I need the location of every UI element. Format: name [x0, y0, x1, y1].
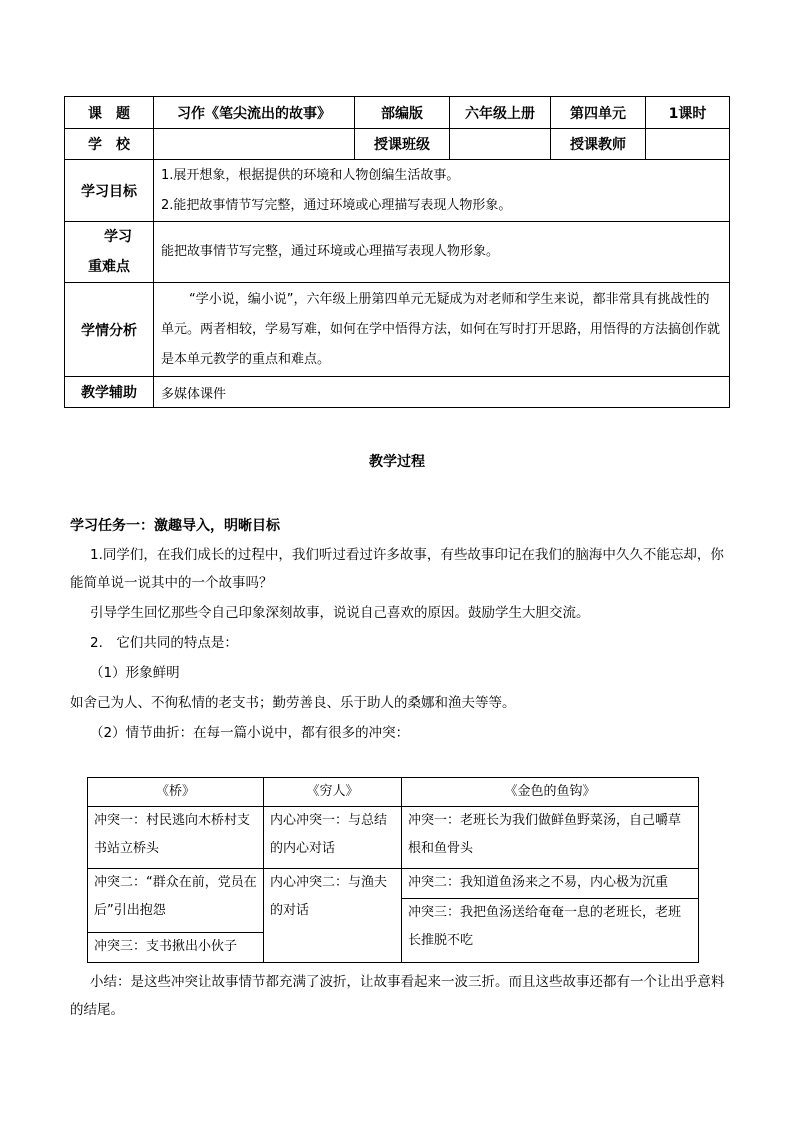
paragraph: （2）情节曲折：在每一篇小说中，都有很多的冲突：: [90, 725, 410, 741]
grade: 六年级上册: [450, 97, 551, 129]
aids-label: 教学辅助: [65, 377, 154, 408]
paragraph: 2. 它们共同的特点是：: [90, 635, 238, 651]
task1-body: [70, 541, 726, 747]
paragraph: （1）形象鲜明: [90, 665, 180, 681]
column-header: 《穷人》: [264, 778, 402, 807]
school-label: 学 校: [65, 129, 154, 160]
paragraph: 引导学生回忆那些令自己印象深刻故事，说说自己喜欢的原因。鼓励学生大胆交流。: [90, 605, 590, 621]
aids-content: 多媒体课件: [154, 377, 730, 408]
edition: 部编版: [355, 97, 450, 129]
task1-title: 学习任务一：激趣导入，明晰目标: [70, 518, 280, 534]
analysis-content: “学小说，编小说”，六年级上册第四单元无疑成为对老师和学生来说，都非常具有挑战性的单元。两者相较，学易写难，如何在学中悟得方法，如何在写时打开思路，用悟得的方法搞创作就是本单元教学的重点和难点。: [154, 283, 730, 377]
table-cell: 冲突三：我把鱼汤送给奄奄一息的老班长，老班长推脱不吃: [402, 899, 699, 963]
table-cell: 冲突一：村民逃向木桥村支书站立桥头: [88, 807, 264, 869]
key-points-label: 学习 重难点: [65, 222, 154, 283]
table-cell: 冲突三：支书揪出小伙子: [88, 933, 264, 963]
table-cell: 冲突二：“群众在前，党员在后”引出抱怨: [88, 869, 264, 933]
class-label: 授课班级: [355, 129, 450, 160]
table-cell: 冲突二：我知道鱼汤来之不易，内心极为沉重: [402, 869, 699, 899]
teacher-label: 授课教师: [551, 129, 646, 160]
paragraph: 如舍己为人、不徇私情的老支书；勤劳善良、乐于助人的桑娜和渔夫等等。: [70, 695, 516, 711]
lesson-info-table: [64, 96, 730, 408]
course-title: 习作《笔尖流出的故事》: [154, 97, 355, 129]
school-value: [154, 129, 355, 160]
course-label: 课 题: [65, 97, 154, 129]
conflict-table: [87, 777, 699, 963]
hours: 1课时: [646, 97, 730, 129]
column-header: 《金色的鱼钩》: [402, 778, 699, 807]
objective-item: 2.能把故事情节写完整，通过环境或心理描写表现人物形象。: [161, 197, 512, 213]
teacher-value: [646, 129, 730, 160]
analysis-label: 学情分析: [65, 283, 154, 377]
table-cell: 内心冲突一：与总结的内心对话: [264, 807, 402, 869]
table-cell: 冲突一：老班长为我们做鲜鱼野菜汤，自己嚼草根和鱼骨头: [402, 807, 699, 869]
summary-paragraph: 小结：是这些冲突让故事情节都充满了波折，让故事看起来一波三折。而且这些故事还都有一个让出乎意料的结尾。: [70, 974, 725, 1018]
objectives-label: 学习目标: [65, 160, 154, 222]
objective-item: 1.展开想象，根据提供的环境和人物创编生活故事。: [161, 167, 460, 183]
class-value: [450, 129, 551, 160]
process-title: 教学过程: [369, 454, 425, 470]
table-cell: 内心冲突二：与渔夫的对话: [264, 869, 402, 963]
key-points-content: 能把故事情节写完整，通过环境或心理描写表现人物形象。: [154, 222, 730, 283]
unit: 第四单元: [551, 97, 646, 129]
objectives-content: [154, 160, 730, 222]
paragraph: 1.同学们，在我们成长的过程中，我们听过看过许多故事，有些故事印记在我们的脑海中久久不能忘却，你能简单说一说其中的一个故事吗？: [70, 547, 724, 591]
column-header: 《桥》: [88, 778, 264, 807]
